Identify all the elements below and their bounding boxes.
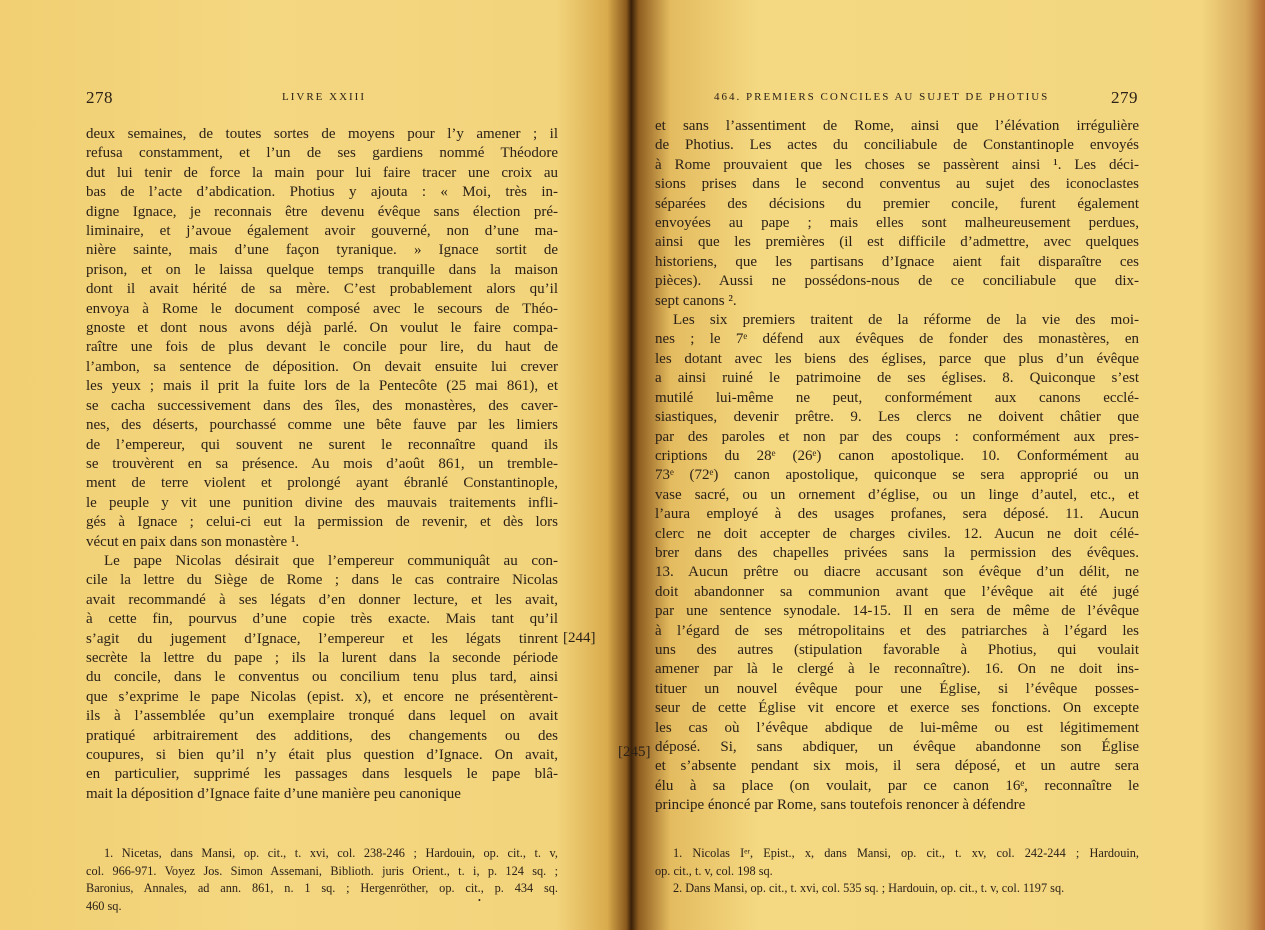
left-page-header [86, 88, 558, 110]
text-line-text: et s’absente pendant six mois, il sera déposé, et un autre sera [655, 758, 1139, 775]
left-page-number: 278 [86, 88, 113, 107]
text-line-text: coupures, si bien qu’il n’y était plus question d’Ignace. On avait, [86, 747, 558, 763]
text-line-text: les cas où l’évêque abdique de lui-même ou est légitimement [655, 719, 1139, 736]
text-line [655, 641, 1139, 660]
text-line [655, 544, 1139, 563]
text-line-text: deux semaines, de toutes sortes de moyens pour l’y amener ; il [86, 126, 558, 142]
text-line [86, 513, 558, 532]
right-page-header [652, 88, 1138, 110]
text-line [655, 175, 1139, 194]
text-line-text: criptions du 28ᵉ (26ᵉ) canon apostolique. 10. Conformément au [655, 447, 1139, 464]
footnote-line [655, 845, 1139, 863]
text-line-text: cile la lettre du Siège de Rome ; dans le cas contraire Nicolas [86, 572, 558, 589]
left-margin-page-ref: [244] [563, 630, 596, 646]
left-footnotes [86, 845, 558, 915]
text-line [86, 591, 558, 610]
text-line-text: ils à l’assemblée qu’un exemplaire tronqué dans lequel on avait [86, 708, 558, 725]
text-line-text: nes, des déserts, pourchassé comme une bête fauve par les limiers [86, 417, 558, 434]
text-line [655, 369, 1139, 388]
text-line [655, 350, 1139, 369]
text-line [655, 505, 1139, 524]
text-line [86, 649, 558, 668]
text-line-text: déposé. Si, sans abdiquer, un évêque abandonne son Église [655, 739, 1139, 755]
text-line [86, 164, 558, 183]
footnote-line [655, 863, 1139, 881]
footnote-line [86, 880, 558, 898]
text-line-text: siastiques, devenir prêtre. 9. Les clercs ne doivent châtier que [655, 409, 1139, 426]
text-line [655, 602, 1139, 621]
text-line-text: le peuple y vit une punition divine des mauvais traitements infli- [86, 494, 558, 511]
text-line [655, 486, 1139, 505]
text-line [86, 455, 558, 474]
text-line-text: sept canons ². [655, 292, 737, 309]
text-line-text: raître une fois de plus devant le concile pour lire, du haut de [86, 339, 558, 356]
text-line-text: uns des autres (stipulation favorable à Photius, qui voulait [655, 641, 1139, 658]
right-margin-page-ref: [245] [618, 744, 651, 760]
text-line [655, 253, 1139, 272]
text-line-text: liminaire, et j’avoue également avoir gouverné, non d’une ma- [86, 223, 558, 240]
text-line-text: Le pape Nicolas désirait que l’empereur communiquât au con- [104, 552, 558, 569]
text-line [86, 397, 558, 416]
text-line [86, 533, 558, 552]
text-line-text: envoya à Rome le document composé avec le secours de Théo- [86, 300, 558, 317]
text-line-text: l’aura employé à des usages profanes, sera déposé. 11. Aucun [655, 506, 1139, 523]
text-line-text: séparées des décisions du premier concile, furent également [655, 195, 1139, 212]
text-line-text: nes ; le 7ᵉ défend aux évêques de fonder des monastères, en [655, 331, 1139, 348]
footnote-line [86, 898, 558, 916]
text-line-text: pièces). Aussi ne possédons-nous de ce conciliabule que dix- [655, 273, 1139, 290]
right-page [612, 0, 1265, 930]
text-line [655, 466, 1139, 485]
text-line [655, 233, 1139, 252]
text-line [86, 358, 558, 377]
footnote-line-text: Baronius, Annales, ad ann. 861, n. 1 sq. ; Hergenröther, op. cit., p. 434 sq. [86, 881, 558, 895]
text-line-text: seur de cette Église vit encore et exerce ses fonctions. On excepte [655, 700, 1139, 717]
text-line-text: que s’exprime le pape Nicolas (epist. x), et encore ne présentèrent- [86, 688, 558, 705]
text-line-text: bas de l’acte d’abdication. Photius y ajouta : « Moi, très in- [86, 184, 558, 201]
footnote-line [655, 880, 1139, 898]
text-line [86, 707, 558, 726]
text-line [86, 300, 558, 319]
text-line-text: mait la déposition d’Ignace faite d’une manière peu canonique [86, 785, 461, 802]
text-line-text: à cette fin, pourvus d’une copie très exacte. Mais tant qu’il [86, 611, 558, 628]
text-line [655, 563, 1139, 582]
text-line [655, 136, 1139, 155]
text-line [655, 389, 1139, 408]
text-line [86, 261, 558, 280]
text-line-text: secrète la lettre du pape ; ils la lurent dans la seconde période [86, 649, 558, 666]
text-line [86, 203, 558, 222]
text-line-text: digne Ignace, je reconnais être devenu évêque sans élection pré- [86, 203, 558, 220]
text-line [86, 727, 558, 746]
right-page-number: 279 [1111, 88, 1138, 107]
text-line-text: refusa constamment, et l’un de ses gardiens nommé Théodore [86, 145, 558, 162]
text-line [86, 183, 558, 202]
ink-speck: • [478, 896, 481, 905]
text-line [655, 777, 1139, 796]
text-line [86, 338, 558, 357]
text-line-text: s’agit du jugement d’Ignace, l’empereur et les légats tinrent [86, 630, 558, 647]
footnote-line-text: 1. Nicetas, dans Mansi, op. cit., t. xvi, col. 238-246 ; Hardouin, op. cit., t. v, [104, 846, 558, 860]
footnote-line [86, 863, 558, 881]
text-line-text: pratiqué arbitrairement des additions, des changements ou des [86, 727, 558, 744]
text-line-text: doit abandonner sa communion avant que l’évêque ait été jugé [655, 583, 1139, 600]
text-line [655, 622, 1139, 641]
text-line [655, 292, 1139, 311]
text-line-text: à l’égard de ses métropolitains et des patriarches à l’égard les [655, 622, 1139, 639]
text-line-text: dont il avait hérité de sa mère. C’est probablement alors qu’il [86, 281, 558, 298]
text-line [655, 330, 1139, 349]
footnote-line-text: 2. Dans Mansi, op. cit., t. xvi, col. 535 sq. ; Hardouin, op. cit., t. v, col. 1197 sq. [673, 881, 1065, 895]
text-line-text: ainsi que les premières (il est difficile d’admettre, avec quelques [655, 234, 1139, 251]
text-line [86, 144, 558, 163]
text-line-text: mutilé lui-même ne peut, conformément aux canons ecclé- [655, 389, 1139, 406]
text-line-text: principe énoncé par Rome, sans toutefois renoncer à défendre [655, 797, 1026, 814]
footnote-line-text: 460 sq. [86, 898, 122, 913]
left-page-body [86, 125, 558, 804]
text-line-text: 73ᵉ (72ᵉ) canon apostolique, quiconque se sera approprié ou un [655, 467, 1139, 484]
text-line [655, 311, 1139, 330]
text-line [86, 474, 558, 493]
text-line [655, 214, 1139, 233]
text-line [86, 241, 558, 260]
text-line-text: ment de terre violent et prolongé ayant ébranlé Constantinople, [86, 475, 558, 492]
text-line-text: gnoste et dont nous avons déjà parlé. On voulut le faire compa- [86, 320, 558, 337]
text-line [86, 125, 558, 144]
text-line-text: du concile, dans le conventus ou concilium tenu plus tard, ainsi [86, 669, 558, 686]
text-line-text: se trouvèrent en sa présence. Au mois d’août 861, un tremble- [86, 455, 558, 472]
text-line [655, 408, 1139, 427]
text-line-text: par des paroles et non par des coups : conformément aux pres- [655, 428, 1139, 445]
text-line-text: élu à sa place (on voulait, par ce canon 16ᵉ, reconnaître le [655, 777, 1139, 794]
text-line-text: dut lui tenir de force la main pour lui faire tracer une croix au [86, 164, 558, 181]
text-line [655, 525, 1139, 544]
text-line-text: par une sentence synodale. 14-15. Il en sera de même de l’évêque [655, 603, 1139, 620]
text-line [86, 688, 558, 707]
text-line [655, 428, 1139, 447]
text-line [655, 660, 1139, 679]
text-line-text: vécut en paix dans son monastère ¹. [86, 533, 300, 550]
text-line [86, 222, 558, 241]
text-line [86, 746, 558, 765]
text-line [655, 195, 1139, 214]
text-line-text: sions prises dans le second conventus au sujet des iconoclastes [655, 176, 1139, 193]
left-running-head: LIVRE XXIII [282, 91, 367, 103]
text-line-text: vase sacré, ou un ornement d’église, ou un linge d’autel, etc., et [655, 486, 1139, 503]
text-line-text: en particulier, supprimé les passages dans lesquels le pape blâ- [86, 766, 558, 783]
text-line [655, 699, 1139, 718]
text-line [655, 680, 1139, 699]
text-line [86, 494, 558, 513]
footnote-line [86, 845, 558, 863]
text-line-text: l’ambon, sa sentence de déposition. On devait ensuite lui crever [86, 358, 558, 375]
text-line [655, 719, 1139, 738]
right-page-body [655, 117, 1139, 816]
text-line [655, 796, 1139, 815]
text-line-text: de l’empereur, qui souvent ne surent le reconnaître quand ils [86, 436, 558, 453]
text-line-text: clerc ne doit accepter de charges civiles. 12. Aucun ne doit célé- [655, 525, 1139, 542]
text-line [86, 280, 558, 299]
text-line-text: et sans l’assentiment de Rome, ainsi que l’élévation irrégulière [655, 118, 1139, 134]
text-line [655, 117, 1139, 136]
text-line [86, 630, 558, 649]
text-line-text: de Photius. Les actes du conciliabule de Constantinople envoyés [655, 137, 1139, 154]
text-line [86, 785, 558, 804]
text-line [655, 583, 1139, 602]
text-line [655, 156, 1139, 175]
text-line-text: se cacha successivement dans des îles, des monastères, des caver- [86, 397, 558, 414]
text-line-text: Les six premiers traitent de la réforme de la vie des moi- [673, 312, 1139, 329]
footnote-line-text: col. 966-971. Voyez Jos. Simon Assemani, Biblioth. juris Orient., t. i, p. 124 sq. ; [86, 863, 558, 878]
text-line-text: avait recommandé à ses légats d’en donner lecture, et les avait, [86, 591, 558, 608]
text-line-text: les yeux ; mais il prit la fuite lors de la Pentecôte (25 mai 861), et [86, 378, 558, 395]
text-line [86, 377, 558, 396]
text-line [86, 552, 558, 571]
text-line-text: prison, et on le laissa quelque temps tranquille dans la maison [86, 261, 558, 278]
text-line-text: 13. Aucun prêtre ou diacre accusant son évêque d’un délit, ne [655, 564, 1139, 581]
right-running-head: 464. PREMIERS CONCILES AU SUJET DE PHOTIUS [714, 91, 1050, 103]
text-line [86, 319, 558, 338]
text-line-text: brer dans des chapelles privées sans la permission des évêques. [655, 544, 1139, 561]
footnote-line-text: 1. Nicolas Iᵉʳ, Epist., x, dans Mansi, op. cit., t. xv, col. 242-244 ; Hardouin, [673, 846, 1139, 860]
text-line [86, 668, 558, 687]
right-footnotes [655, 845, 1139, 898]
text-line-text: historiens, que les partisans d’Ignace aient fait disparaître ces [655, 253, 1139, 270]
text-line [655, 272, 1139, 291]
text-line-text: a ainsi ruiné le patrimoine de ses églises. 8. Quiconque s’est [655, 370, 1139, 387]
text-line-text: amener par là le clergé à le reconnaître). 16. On ne doit ins- [655, 661, 1139, 678]
text-line [655, 738, 1139, 757]
text-line-text: envoyées au pape ; mais elles sont malheureusement perdues, [655, 215, 1139, 232]
text-line-text: à Rome prouvaient que les choses se passèrent ainsi ¹. Les déci- [655, 156, 1139, 173]
text-line [86, 416, 558, 435]
text-line [86, 765, 558, 784]
text-line [655, 757, 1139, 776]
text-line [86, 571, 558, 590]
text-line [86, 610, 558, 629]
text-line [655, 447, 1139, 466]
text-line-text: nière sainte, mais d’une façon tyranique. » Ignace sortit de [86, 242, 558, 259]
text-line-text: gés à Ignace ; celui-ci eut la permission de revenir, et dès lors [86, 514, 558, 531]
text-line [86, 436, 558, 455]
left-page [0, 0, 600, 930]
footnote-line-text: op. cit., t. v, col. 198 sq. [655, 863, 773, 878]
text-line-text: tituer un nouvel évêque pour une Église, si l’évêque posses- [655, 680, 1139, 697]
text-line-text: les dotant avec les biens des églises, parce que plus d’un évêque [655, 350, 1139, 367]
